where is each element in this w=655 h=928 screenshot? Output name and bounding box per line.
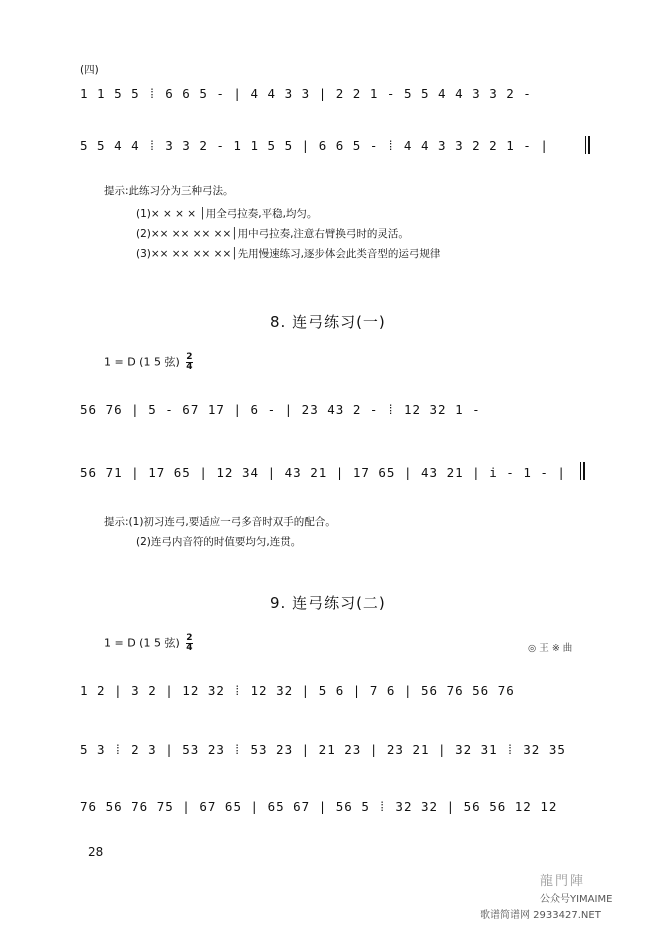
score-line-5: 1 2 | 3 2 | 12 32 ⁞ 12 32 | 5 6 | 7 6 | 56 76 56 76 xyxy=(80,683,515,698)
tip-item-1: (1)× × × × │用全弓拉奏,平稳,均匀。 xyxy=(136,208,318,220)
tip-title: 提示:此练习分为三种弓法。 xyxy=(104,185,234,197)
final-barline xyxy=(585,136,590,154)
score-line-6: 5 3 ⁞ 2 3 | 53 23 ⁞ 53 23 | 21 23 | 23 21 | 32 31 ⁞ 32 35 xyxy=(80,742,566,757)
score-line-7: 76 56 76 75 | 67 65 | 65 67 | 56 5 ⁞ 32 32 | 56 56 12 12 xyxy=(80,799,558,814)
time-signature-top: 2 xyxy=(186,352,193,362)
score-line-1: 1 1 5 5 ⁞ 6 6 5 - | 4 4 3 3 | 2 2 1 - 5 5 4 4 3 3 2 - xyxy=(80,86,532,101)
exercise-8-title: 8. 连弓练习(一) xyxy=(270,313,386,331)
time-signature-bottom: 4 xyxy=(186,643,193,653)
final-barline xyxy=(580,462,585,480)
watermark-site: 公众号YIMAIME xyxy=(540,894,613,905)
key-signature: 1 = D (1 5 弦) xyxy=(104,355,180,369)
composer-credit: ◎ 王 ※ 曲 xyxy=(528,643,573,654)
tip-item-2: (2)连弓内音符的时值要均匀,连贯。 xyxy=(136,536,302,548)
time-signature-bottom: 4 xyxy=(186,362,193,372)
time-signature xyxy=(186,634,192,653)
watermark-footer: 歌谱简谱网 2933427.NET xyxy=(480,910,601,921)
tip-item-3: (3)×× ×× ×× ××│先用慢速练习,逐步体会此类音型的运弓规律 xyxy=(136,248,441,260)
time-signature-top: 2 xyxy=(186,633,193,643)
watermark-logo: 龍門陣 xyxy=(540,874,586,889)
exercise-8-key xyxy=(104,353,193,372)
section-four-label: (四) xyxy=(80,64,99,76)
exercise-9-title: 9. 连弓练习(二) xyxy=(270,594,386,612)
time-signature xyxy=(186,353,192,372)
score-line-2: 5 5 4 4 ⁞ 3 3 2 - 1 1 5 5 | 6 6 5 - ⁞ 4 4 3 3 2 2 1 - | xyxy=(80,138,549,153)
exercise-9-key xyxy=(104,634,193,653)
tip-title: 提示:(1)初习连弓,要适应一弓多音时双手的配合。 xyxy=(104,516,336,528)
page-number: 28 xyxy=(88,845,104,859)
score-line-4: 56 71 | 17 65 | 12 34 | 43 21 | 17 65 | 43 21 | i - 1 - | xyxy=(80,465,566,480)
tip-item-2: (2)×× ×× ×× ××│用中弓拉奏,注意右臂换弓时的灵活。 xyxy=(136,228,409,240)
key-signature: 1 = D (1 5 弦) xyxy=(104,636,180,650)
score-line-3: 56 76 | 5 - 67 17 | 6 - | 23 43 2 - ⁞ 12 32 1 - xyxy=(80,402,481,417)
